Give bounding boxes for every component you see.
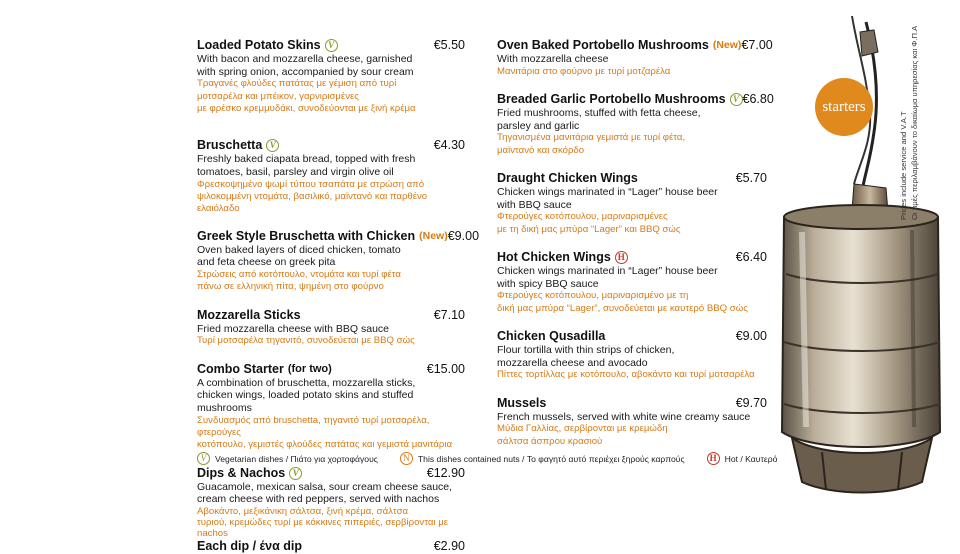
serving-tag: (for two) bbox=[287, 362, 332, 375]
item-greek-description: Μύδια Γαλλίας, σερβίρονται με κρεμώδη σάλτσα άσπρου κρασιού bbox=[497, 423, 668, 447]
vat-note-text bbox=[898, 20, 920, 220]
item-description: Guacamole, mexican salsa, sour cream cheese sauce, cream cheese with red peppers, served with nachos bbox=[197, 480, 453, 506]
item-description: A combination of bruschetta, mozzarella sticks, chicken wings, loaded potato skins and stuffed mushrooms bbox=[197, 376, 416, 414]
item-title: Dips & Nachos bbox=[197, 465, 286, 480]
item-price: €4.30 bbox=[433, 138, 465, 153]
item-title: Loaded Potato Skins bbox=[197, 38, 321, 52]
item-title: Combo Starter bbox=[197, 361, 284, 376]
vat-note bbox=[898, 20, 938, 220]
menu-item-greek-style-bruschetta bbox=[197, 228, 480, 294]
item-description: Fried mozzarella cheese with BBQ sauce bbox=[197, 322, 389, 335]
item-greek-description: Πίττες τορτίλλας με κοτόπουλο, αβοκάντο και τυρί μοτσαρέλα bbox=[497, 369, 755, 381]
new-tag: (New) bbox=[419, 229, 448, 242]
item-title: Bruschetta bbox=[197, 138, 263, 153]
item-description: Oven baked layers of diced chicken, tomato and feta cheese on greek pita bbox=[197, 243, 401, 269]
item-price: €15.00 bbox=[426, 361, 465, 376]
menu-item-mozzarella-sticks bbox=[197, 308, 465, 348]
item-price: €9.00 bbox=[447, 228, 480, 243]
item-description: Chicken wings marinated in “Lager” house beer with BBQ sauce bbox=[497, 186, 718, 211]
item-description: Freshly baked ciapata bread, topped with fresh tomatoes, basil, parsley and virgin olive oil bbox=[197, 153, 416, 178]
item-description: Fried mushrooms, stuffed with fetta cheese, parsley and garlic bbox=[497, 107, 701, 132]
item-title: Each dip / ένα dip bbox=[197, 539, 303, 553]
item-price: €12.90 bbox=[426, 465, 465, 480]
item-price: €6.40 bbox=[735, 250, 767, 264]
menu-item-each-dip bbox=[197, 539, 465, 554]
vegetarian-icon: V bbox=[289, 467, 302, 480]
item-greek-description: Τυρί μοτσαρέλα τηγανιτό, συνοδεύεται με BBQ σώς bbox=[197, 335, 415, 347]
item-greek-description: Φρεσκοψημένο ψωμί τύπου τσαπάτα με στρώση από ψιλοκομμένη ντομάτα, βασιλικό, μαϊντανό και παρθένο ελαιόλαδο bbox=[197, 178, 428, 215]
item-greek-description: Τραγανές φλούδες πατάτας με γέμιση από τυρί μοτσαρέλα και μπέικον, γαρνιρισμένες με φρέσκο κρεμμυδάκι, συνοδεύονται με ξινή κρέμα bbox=[197, 78, 416, 114]
item-description: French mussels, served with white wine creamy sauce bbox=[497, 410, 751, 423]
hot-icon: H bbox=[615, 251, 628, 264]
menu-right-column bbox=[497, 38, 774, 448]
legend-hot-label: Hot / Καυτερό bbox=[724, 453, 778, 464]
item-title: Breaded Garlic Portobello Mushrooms bbox=[497, 92, 726, 106]
menu-item-combo-starter bbox=[197, 362, 465, 452]
item-greek-description: Συνδυασμός από bruschetta, τηγανιτό τυρί μοτσαρέλα, φτερούγες κοτόπουλο, γεμιστές φλούδες πατάτας και γεμιστά μανιτάρια bbox=[197, 414, 453, 451]
section-badge-label: starters bbox=[822, 98, 866, 115]
legend-footer bbox=[197, 452, 793, 465]
item-greek-description: Στρώσεις από κοτόπουλο, ντομάτα και τυρί φέτα πάνω σε ελληνική πίτα, ψημένη στο φούρνο bbox=[197, 269, 401, 293]
menu-item-draught-chicken-wings bbox=[497, 171, 767, 236]
item-greek-description: Φτερούγες κοτόπουλου, μαριναρισμένο με τη δική μας μπύρα “Lager”, συνοδεύεται με καυτερό BBQ σώς bbox=[497, 290, 748, 314]
item-title: Draught Chicken Wings bbox=[497, 171, 638, 185]
vegetarian-icon: V bbox=[730, 93, 743, 106]
item-price: €5.50 bbox=[433, 38, 465, 52]
legend-nuts-label: This dishes contained nuts / Το φαγητό αυτό περιέχει ξηρούς καρπούς bbox=[417, 453, 685, 464]
menu-item-oven-baked-portobello bbox=[497, 38, 773, 78]
vegetarian-icon: V bbox=[325, 39, 338, 52]
item-title: Chicken Qusadilla bbox=[497, 329, 606, 343]
item-price: €9.00 bbox=[735, 329, 767, 343]
legend-hot bbox=[707, 452, 778, 465]
hot-icon: H bbox=[707, 452, 720, 465]
item-description: Chicken wings marinated in “Lager” house beer with spicy BBQ sauce bbox=[497, 265, 718, 290]
item-description: With mozzarella cheese bbox=[497, 53, 609, 65]
item-title: Hot Chicken Wings bbox=[497, 250, 611, 264]
legend-vegetarian bbox=[197, 452, 378, 465]
item-title: Greek Style Bruschetta with Chicken bbox=[197, 228, 416, 243]
vat-note-el: Οι τιμές περιλαμβάνουν το δικαίωμα υπηρεσίας και Φ.Π.Α bbox=[910, 25, 919, 220]
menu-item-loaded-potato-skins bbox=[197, 38, 465, 115]
item-greek-description: Αβοκάντο, μεξικάνικη σάλτσα, ξινή κρέμα, σάλτσα τυριού, κρεμώδες τυρί με κόκκινες πιπεριές, σερβίρονται με nachos bbox=[197, 506, 449, 539]
menu-left-column bbox=[197, 38, 480, 554]
legend-vegetarian-label: Vegetarian dishes / Πιάτο για χορτοφάγους bbox=[215, 453, 378, 464]
legend-nuts bbox=[400, 452, 685, 465]
item-price: €5.70 bbox=[735, 171, 767, 185]
new-tag: (New) bbox=[712, 39, 742, 51]
item-title: Mussels bbox=[497, 395, 547, 410]
item-price: €7.10 bbox=[433, 307, 465, 322]
item-price: €6.80 bbox=[742, 92, 774, 106]
item-description: Flour tortilla with thin strips of chicken, mozzarella cheese and avocado bbox=[497, 344, 675, 369]
item-description: With bacon and mozzarella cheese, garnished with spring onion, accompanied by sour cream bbox=[197, 53, 414, 78]
vegetarian-icon: V bbox=[197, 452, 210, 465]
item-greek-description: Φτερούγες κοτόπουλου, μαριναρισμένες με τη δική μας μπύρα “Lager” και BBQ σώς bbox=[497, 211, 681, 235]
menu-item-hot-chicken-wings bbox=[497, 250, 767, 315]
menu-item-mussels bbox=[497, 396, 767, 448]
nuts-icon: N bbox=[400, 452, 413, 465]
menu-item-chicken-qusadilla bbox=[497, 329, 767, 382]
item-title: Mozzarella Sticks bbox=[197, 307, 301, 322]
item-price: €2.90 bbox=[433, 539, 465, 553]
item-price: €7.00 bbox=[741, 38, 773, 52]
menu-item-breaded-garlic-portobello bbox=[497, 92, 774, 157]
menu-item-bruschetta bbox=[197, 138, 465, 215]
item-greek-description: Μανιτάρια στο φούρνο με τυρί μοτζαρέλα bbox=[497, 65, 671, 77]
item-greek-description: Τηγανισμένα μανιτάρια γεμιστά με τυρί φέτα, μαϊντανό και σκόρδο bbox=[497, 132, 686, 156]
item-title: Oven Baked Portobello Mushrooms bbox=[497, 38, 709, 52]
section-badge-starters bbox=[815, 78, 873, 136]
menu-item-dips-nachos bbox=[197, 466, 465, 539]
vegetarian-icon: V bbox=[266, 139, 279, 152]
vat-note-en: Prices include service and V.A.T bbox=[899, 111, 908, 220]
item-price: €9.70 bbox=[735, 395, 767, 410]
